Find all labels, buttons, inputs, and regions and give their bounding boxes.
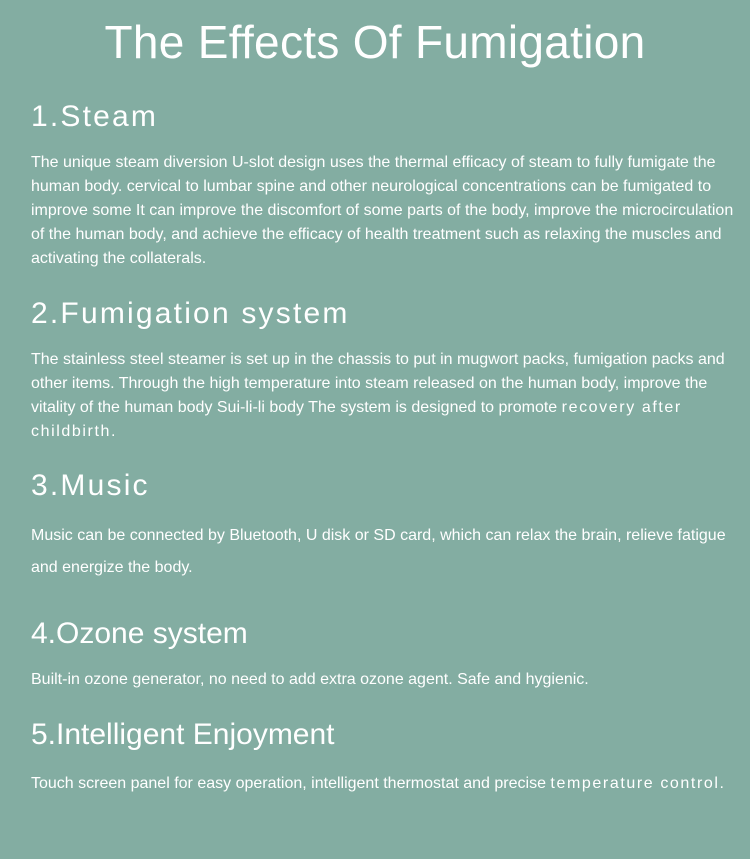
section-heading: 3.Music: [31, 469, 150, 502]
section-body-text: Touch screen panel for easy operation, intelligent thermostat and precise: [31, 775, 546, 792]
section-body-tail: temperature control.: [550, 775, 726, 792]
section-body: [31, 769, 743, 798]
section-body: [31, 348, 743, 444]
section-heading: 4.Ozone system: [31, 617, 248, 650]
section-body-tail: recovery after childbirth.: [31, 399, 682, 440]
section-music: [31, 468, 743, 584]
section-body: Music can be connected by Bluetooth, U disk or SD card, which can relax the brain, relieve fatigue and energize the body.: [31, 527, 726, 576]
section-body-text: The stainless steel steamer is set up in the chassis to put in mugwort packs, fumigation packs and other items. Through the high temperature into steam released on the human body, improve the vitality of the human body Sui-li-li body The system is designed to promote: [31, 351, 725, 416]
section-steam: [31, 99, 743, 271]
section-heading: 5.Intelligent Enjoyment: [31, 718, 335, 751]
page-title: The Effects Of Fumigation: [104, 16, 646, 68]
section-body: Built-in ozone generator, no need to add extra ozone agent. Safe and hygienic.: [31, 671, 589, 688]
section-ozone-system: [31, 616, 743, 692]
section-fumigation-system: [31, 296, 743, 444]
section-intelligent-enjoyment: [31, 717, 743, 798]
section-body: The unique steam diversion U-slot design uses the thermal efficacy of steam to fully fumigate the human body. cervical to lumbar spine and other neurological concentrations can be fumigated to improve some It can improve the discomfort of some parts of the body, improve the microcirculation of the human body, and achieve the efficacy of health treatment such as relaxing the muscles and activating the collaterals.: [31, 154, 734, 267]
section-heading: 2.Fumigation system: [31, 297, 350, 330]
section-heading: 1.Steam: [31, 100, 159, 133]
